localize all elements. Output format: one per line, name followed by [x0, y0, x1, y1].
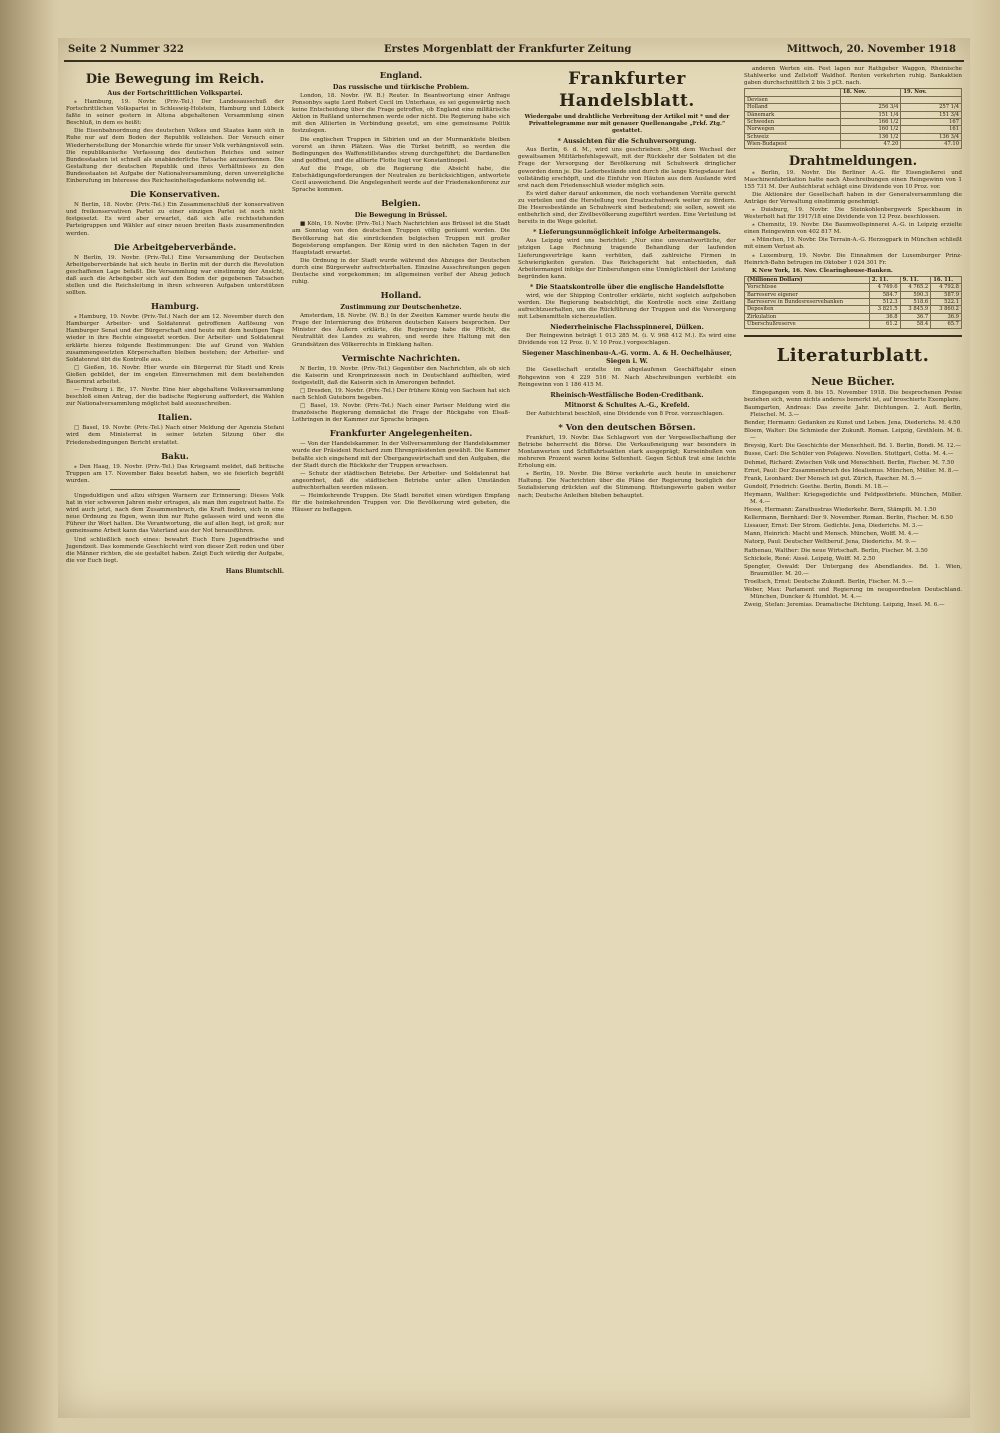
article-paragraph: wird, wie der Shipping Controller erklärte, nicht sogleich aufgehoben werden. Die Regierung beabsichtigt, die Kontrolle noch eine Zeitlang aufrechtzuerhalten, um die Rückführung der Truppen und die Versorgung mit Lebensmitteln sicherzustellen.	[518, 292, 736, 321]
subhead-lieferung: * Lieferungsunmöglichkeit infolge Arbeitermangels.	[533, 228, 721, 237]
article-paragraph: ⁎ München, 19. Novbr. Die Terrain-A.-G. Herzogpark in München schließt mit einem Verlust ab.	[744, 237, 962, 251]
clearing-header-cell: 9. 11.	[900, 276, 931, 283]
fx-cell: 47.20	[840, 141, 901, 148]
divider	[110, 489, 241, 490]
article-paragraph: ■ Köln, 19. Novbr. (Priv.-Tel.) Nach Nachrichten aus Brüssel ist die Stadt am Sonntag von den deutschen Truppen völlig geräumt worden. Die Bevölkerung hat die einrückenden belgischen Truppen mit großer Begeisterung empfangen. Der König wird in den nächsten Tagen in der Hauptstadt erwartet.	[292, 221, 510, 256]
headline-holland: Holland.	[380, 291, 422, 302]
book-entry: Rathenau, Walther: Die neue Wirtschaft. Berlin, Fischer. M. 3.50	[744, 547, 928, 554]
fx-row	[745, 111, 962, 118]
fx-cell: 151 1/4	[840, 111, 901, 118]
article-paragraph: — Freiburg i. Br., 17. Novbr. Eine hier abgehaltene Volksversammlung beschloß einen Antrag, der die badische Regierung auffordert, die Wahlen zur Nationalversammlung möglichst bald auszuschreiben.	[66, 387, 284, 408]
literature-intro: Eingegangen vom 8. bis 15. November 1918. Die besprochenen Preise beziehen sich, wenn nichts anderes bemerkt ist, auf broschierte Exemplare.	[744, 389, 962, 403]
book-entry: Troeltsch, Ernst: Deutsche Zukunft. Berlin, Fischer. M. 5.—	[744, 578, 913, 585]
subhead-italien: Italien.	[157, 413, 193, 424]
article-paragraph: ⁎ Hamburg, 19. Novbr. (Priv.-Tel.) Der Landesausschuß der Fortschrittlichen Volkspartei in Schleswig-Holstein, Hamburg und Lübeck faßte in seiner gestern in Altona abgehaltenen Versammlung einen Beschluß, in dem es heißt:	[66, 99, 284, 127]
article-paragraph: Die Eisenbahnordnung des deutschen Volkes und Staates kann sich in Ruhe nur auf dem Boden der Republik vollziehen. Der Versuch einer Wiederherstellung der Monarchie würde für unser Volk verhängnisvoll sein. Die republikanische Verfassung des deutschen Reiches und seiner Bundesstaaten ist schnell als unabänderliche Tatsache anzuerkennen. Die Gestaltung der deutschen Republik und ihres Verhältnisses zu den Bundesstaaten ist Aufgabe der Nationalversammlung, deren unverzügliche Einberufung im Interesse des Reichseinheitsgedankens notwendig ist.	[66, 128, 284, 185]
subhead-arbeitgeber: Die Arbeitgeberverbände.	[113, 242, 237, 253]
fx-cell: Schweiz	[745, 133, 841, 140]
article-paragraph: Die Aktionäre der Gesellschaft haben in der Generalversammlung die Anträge der Verwaltung einstimmig genehmigt.	[744, 191, 962, 205]
article-paragraph: ⁎ Berlin, 19. Novbr. Die Berliner A.-G. für Eisengießerei und Maschinenfabrikation hatte nach Abschreibungen einen Reingewinn von 1 155 731 M. Der Aufsichtsrat schlägt eine Dividende von 10 Proz. vor.	[744, 169, 962, 190]
clearing-cell: Depositen	[745, 306, 870, 313]
clearing-header-cell: 2. 11.	[869, 276, 900, 283]
fx-cell: Devisen	[745, 96, 841, 103]
book-entry: Frank, Leonhard: Der Mensch ist gut. Zürich, Rascher. M. 5.—	[744, 475, 922, 482]
book-entry: Mann, Heinrich: Macht und Mensch. München, Wolff. M. 4.—	[744, 531, 919, 538]
clearing-cell: 3 860.2	[931, 306, 962, 313]
book-entry: Ernst, Paul: Der Zusammenbruch des Idealismus. München, Müller. M. 8.—	[744, 467, 959, 474]
clearing-cell: 4 792.8	[931, 284, 962, 291]
headline-frankfurt: Frankfurter Angelegenheiten.	[329, 429, 473, 440]
clearing-cell: 3 845.9	[900, 306, 931, 313]
subhead-holland: Zustimmung zur Deutschenhetze.	[340, 303, 462, 312]
page-edge	[970, 0, 1000, 1433]
clearing-cell: 522.1	[931, 299, 962, 306]
clearing-row	[745, 313, 962, 320]
article-paragraph: ⁎ Hamburg, 19. Novbr. (Priv.-Tel.) Nach der am 12. November durch den Hamburger Arbeiter- und Soldatenrat getroffenen Auflösung von Hamburger Senat und der Bürgerschaft sind heute mit dem heutigen Tage wieder in ihre Rechte eingesetzt worden. Der Arbeiter- und Soldatenrat erklärte hierzu folgende Bestimmungen: Die auf Grund von Wahlen zusammengesetzten Körperschaften bleiben bestehen; der Arbeiter- und Soldatenrat übt die Kontrolle aus.	[66, 314, 284, 363]
article-paragraph: Amsterdam, 18. Novbr. (W. B.) In der Zweiten Kammer wurde heute die Frage der Internierung des früheren deutschen Kaisers besprochen. Der Minister des Äußern erklärte, die Regierung habe die Pflicht, die Neutralität des Landes zu wahren, und werde ihre Haltung mit den Grundsätzen des Völkerrechts in Einklang halten.	[292, 313, 510, 348]
article-paragraph: London, 18. Novbr. (W. B.) Reuter. In Beantwortung einer Anfrage Ponsonbys sagte Lord Robert Cecil im Unterhaus, es sei gegenwärtig noch keine Entscheidung über die Frage getroffen, ob England eine militärische Aktion in Rußland unternehmen werde oder nicht. Die Regierung habe sich mit den Alliierten in Verbindung gesetzt, um eine gemeinsame Politik festzulegen.	[292, 93, 510, 135]
fx-row	[745, 104, 962, 111]
clearing-row	[745, 284, 962, 291]
article-paragraph: Der Reingewinn beträgt 1 013 285 M. (i. V. 968 412 M.). Es wird eine Dividende von 12 Proz. (i. V. 10 Proz.) vorgeschlagen.	[518, 333, 736, 347]
article-paragraph: ⁎ Berlin, 19. Novbr. Die Börse verkehrte auch heute in unsicherer Haltung. Die Nachrichten über die Pläne der Regierung bezüglich der Sozialisierung drückten auf die Stimmung. Rüstungswerte gaben weiter nach; Deutsche Anleihen blieben behauptet.	[518, 471, 736, 499]
book-entry: Gundolf, Friedrich: Goethe. Berlin, Bondi. M. 18.—	[744, 483, 889, 490]
fx-cell: 166 1/2	[840, 118, 901, 125]
subhead-england: Das russische und türkische Problem.	[332, 83, 470, 91]
clearing-cell: 36.8	[869, 313, 900, 320]
clearing-cell: 590.3	[900, 291, 931, 298]
fx-cell: Schweden	[745, 118, 841, 125]
headline-belgien: Belgien.	[381, 199, 421, 210]
subhead-bodencredit: Rheinisch-Westfälische Boden-Creditbank.	[550, 390, 704, 399]
fx-row	[745, 96, 962, 103]
book-entry: Busse, Carl: Die Schüler von Polajewo. Novellen. Stuttgart, Cotta. M. 4.—	[744, 451, 954, 458]
article-paragraph: Aus Berlin, 6. d. M., wird uns geschrieben: „Mit dem Wechsel der gewaltsamen Militärbefehlsgewalt, mit der Rückkehr der Soldaten ist die Frage der Versorgung der Bevölkerung mit Schuhwerk dringlicher geworden denn je. Die Lederbestände sind durch die lange Kriegsdauer fast vollständig erschöpft, und die Einfuhr von Häuten aus dem Auslande wird erst nach dem Friedensschluß wieder möglich sein.	[518, 147, 736, 189]
article-paragraph: □ Basel, 19. Novbr. (Priv.-Tel.) Nach einer Meldung der Agenzia Stefani wird dem Ministerrat in seiner letzten Sitzung über die Friedensbedingungen Bericht erstattet.	[66, 425, 284, 446]
article-paragraph: N Berlin, 19. Novbr. (Priv.-Tel.) Gegenüber den Nachrichten, als ob sich die Kaiserin und Kronprinzessin noch in Deutschland aufhielten, wird festgestellt, daß die Kaiserin sich in Amerongen befindet.	[292, 365, 510, 386]
fx-row	[745, 126, 962, 133]
book-entry: Spengler, Oswald: Der Untergang des Abendlandes. Bd. 1. Wien, Braumüller. M. 20.—	[744, 563, 962, 577]
column-markets-literature	[744, 66, 962, 1411]
fx-header-cell	[745, 89, 841, 96]
headline-vermischte: Vermischte Nachrichten.	[341, 353, 461, 364]
fx-cell: 151 3/4	[901, 111, 962, 118]
clearing-cell: 4 749.6	[869, 284, 900, 291]
clearing-cell: 36.7	[900, 313, 931, 320]
clearing-cell: Barreserve eigener	[745, 291, 870, 298]
book-gutter	[0, 0, 58, 1433]
fx-cell: 136 3/4	[901, 133, 962, 140]
article-paragraph: Ungeduldigen und allzu eifrigen Warnern zur Erinnerung: Dieses Volk hat in vier schweren Jahren mehr ertragen, als man ihm zugetraut hatte. Es wird auch jetzt, nach dem Zusammenbruch, die Kraft finden, sich in eine neue Ordnung zu fügen, wenn ihm nur Ruhe gelassen wird und wenn die Führer ihr Wort halten. Die Verantwortung, die auf allen liegt, ist groß; nur gemeinsame Arbeit kann das Vaterland aus der Not herausführen.	[66, 492, 284, 535]
subhead-belgien: Die Bewegung in Brüssel.	[354, 211, 448, 220]
book-entry: Bender, Hermann: Gedanken zu Kunst und Leben. Jena, Diederichs. M. 4.50	[744, 420, 961, 427]
clearing-cell: 3 821.5	[869, 306, 900, 313]
clearing-cell: Barreserve in Bundesreservebanken	[745, 299, 870, 306]
article-paragraph: Aus Leipzig wird uns berichtet: „Nur eine unverantwortliche, der jetzigen Lage Rechnung tragende Behandlung der laufenden Lieferungsverträge kann verhüten, daß zahlreiche Firmen in Schwierigkeiten geraten. Das Reichsgericht hat entschieden, daß Arbeitermangel infolge der Einberufungen eine Unmöglichkeit der Leistung begründen kann.	[518, 238, 736, 280]
article-paragraph: ⁎ Luxemburg, 19. Novbr. Die Einnahmen der Luxemburger Prinz-Heinrich-Bahn betrugen im Oktober 1 024 301 Fr.	[744, 252, 962, 266]
column-foreign	[292, 66, 510, 1411]
clearing-cell: Zirkulation	[745, 313, 870, 320]
subhead-konservative: Die Konservativen.	[130, 190, 220, 201]
clearing-cell: 4 765.2	[900, 284, 931, 291]
clearing-row	[745, 321, 962, 328]
clearing-cell: 58.4	[900, 321, 931, 328]
masthead-title: Erstes Morgenblatt der Frankfurter Zeitung	[384, 44, 632, 55]
headline-reich: Die Bewegung im Reich.	[85, 72, 265, 87]
page-header	[64, 42, 964, 62]
headline-england: England.	[379, 71, 423, 81]
subhead-flachs: Niederrheinische Flachsspinnerei, Dülken.	[550, 323, 704, 332]
page-number: Seite 2 Nummer 322	[68, 44, 184, 55]
article-paragraph: — Heimkehrende Truppen. Die Stadt bereitet einen würdigen Empfang für die heimkehrenden Truppen vor. Die Bevölkerung wird gebeten, die Häuser zu beflaggen.	[292, 493, 510, 514]
headline-handelsblatt: Frankfurter Handelsblatt.	[559, 69, 695, 111]
subhead-handelsflotte: * Die Staatskontrolle über die englische Handelsflotte	[530, 282, 724, 291]
fx-cell: 167	[901, 118, 962, 125]
fx-cell	[840, 96, 901, 103]
article-paragraph: ⁎ Chemnitz, 19. Novbr. Die Baumwollspinnerei A.-G. in Leipzig erzielte einen Reingewinn von 402 817 M.	[744, 222, 962, 236]
clearing-cell: Vorschüsse	[745, 284, 870, 291]
fx-row	[745, 133, 962, 140]
article-paragraph: N Berlin, 18. Novbr. (Priv.-Tel.) Ein Zusammenschluß der konservativen und freikonservativen Partei zu einer einzigen Partei ist noch nicht festgesetzt. Es wird aber erwartet, daß sich alle rechtsstehenden Parteigruppen und Wähler auf einer neuen breiten Basis zusammenfinden werden.	[66, 202, 284, 237]
article-paragraph: □ Basel, 19. Novbr. (Priv.-Tel.) Nach einer Pariser Meldung wird die französische Regierung demnächst die Frage der Rückgabe von Elsaß-Lothringen in der Kammer zur Sprache bringen.	[292, 403, 510, 424]
clearing-header-cell: 16. 11.	[931, 276, 962, 283]
fx-cell: 257 1/4	[901, 104, 962, 111]
subhead-fvp: Aus der Fortschrittlichen Volkspartei.	[107, 89, 243, 97]
book-entry: Lissauer, Ernst: Der Strom. Gedichte. Jena, Diederichs. M. 3.—	[744, 523, 923, 530]
article-paragraph: N Berlin, 19. Novbr. (Priv.-Tel.) Eine Versammlung der Deutschen Arbeitgeberverbände hat sich heute in Berlin mit der durch die Revolution geschaffenen Lage befaßt. Die Versammlung war einstimmig der Ansicht, daß auch die Arbeitgeber sich auf den Boden der gegebenen Tatsachen stellen und die Reichsleitung in ihren schweren Aufgaben unterstützen sollten.	[66, 254, 284, 297]
fx-cell: Holland	[745, 104, 841, 111]
article-paragraph: Der Aufsichtsrat beschloß, eine Dividende von 8 Proz. vorzuschlagen.	[526, 410, 724, 417]
book-entry: Kellermann, Bernhard: Der 9. November. Roman. Berlin, Fischer. M. 6.50	[744, 515, 953, 522]
fx-cell: 136 1/2	[840, 133, 901, 140]
clearing-cell: 518.6	[900, 299, 931, 306]
article-paragraph: Die englischen Truppen in Sibirien und an der Murmanküste bleiben vorerst an ihren Plätzen. Was die Türkei betrifft, so werden die Bedingungen des Waffenstillstandes streng durchgeführt; die Dardanellen sind geöffnet, und die alliierte Flotte liegt vor Konstantinopel.	[292, 136, 510, 164]
book-entry: Schickele, René: Aissé. Leipzig, Wolff. M. 2.50	[744, 555, 876, 562]
book-entry: Heymann, Walther: Kriegsgedichte und Feldpostbriefe. München, Müller. M. 4.—	[744, 491, 962, 505]
headline-drahtmeldungen: Drahtmeldungen.	[788, 153, 918, 169]
issue-date: Mittwoch, 20. November 1918	[786, 44, 956, 55]
article-paragraph: Die Gesellschaft erzielte im abgelaufenen Geschäftsjahr einen Rohgewinn von 4 229 516 M. Nach Abschreibungen verbleibt ein Reingewinn von 1 186 415 M.	[518, 367, 736, 388]
article-paragraph: — Schutz der städtischen Betriebe. Der Arbeiter- und Soldatenrat hat angeordnet, daß die städtischen Betriebe unter allen Umständen aufrechterhalten werden müssen.	[292, 470, 510, 491]
clearing-row	[745, 306, 962, 313]
fx-cell: 160 1/2	[840, 126, 901, 133]
subhead-schuh: * Aussichten für die Schuhversorgung.	[557, 137, 697, 146]
reprint-note: Wiedergabe und drahtliche Verbreitung der Artikel mit * und der Privattelegramme nur mit genauer Quellenangabe „Frkf. Ztg.“ gestattet.	[524, 114, 730, 135]
article-paragraph: anderen Werten ein. Fest lagen nur Rathgeber Waggon, Rheinische Stahlwerke und Zellstoff Waldhof. Renten verkehrten ruhig. Bankaktien gaben durchschnittlich 2 bis 3 pCt. nach.	[744, 66, 962, 87]
article-paragraph: Die Ordnung in der Stadt wurde während des Abzuges der Deutschen durch eine Bürgerwehr aufrechterhalten. Einzelne Ausschreitungen gegen Deutsche sind vorgekommen; im allgemeinen verlief der Abzug jedoch ruhig.	[292, 257, 510, 286]
author-signature: Hans Blumtschli.	[225, 567, 284, 575]
article-paragraph: ⁎ Den Haag, 19. Novbr. (Priv.-Tel.) Das Kriegsamt meldet, daß britische Truppen am 17. November Baku besetzt haben, wo sie feierlich begrüßt wurden.	[66, 463, 284, 484]
subhead-baku: Baku.	[161, 451, 189, 462]
clearing-cell: 584.7	[869, 291, 900, 298]
book-entry: Hesse, Hermann: Zarathustras Wiederkehr. Bern, Stämpfli. M. 1.50	[744, 507, 937, 514]
article-paragraph: □ Gießen, 16. Novbr. Hier wurde ein Bürgerrat für Stadt und Kreis Gießen gebildet, der im engsten Einvernehmen mit dem bestehenden Bauernrat arbeitet.	[66, 364, 284, 385]
clearing-cell: Überschußreserve	[745, 321, 870, 328]
book-entry: Baumgarten, Andreas: Das zweite Jahr. Dichtungen. 2. Aufl. Berlin, Fleischel. M. 3.—	[744, 404, 962, 418]
book-entry: Zweig, Stefan: Jeremias. Dramatische Dichtung. Leipzig, Insel. M. 6.—	[744, 602, 945, 609]
clearinghouse-table	[744, 276, 962, 329]
book-entry: Natorp, Paul: Deutscher Weltberuf. Jena, Diederichs. M. 9.—	[744, 539, 917, 546]
clearing-row	[745, 291, 962, 298]
book-entry: Bloem, Walter: Die Schmiede der Zukunft. Roman. Leipzig, Grethlein. M. 6.—	[744, 428, 962, 442]
fx-cell: Wien-Budapest	[745, 141, 841, 148]
article-paragraph: Und schließlich noch eines: bewahrt Euch Eure Jugendfrische und Jugendzeit. Das kommende Geschlecht wird von dieser Zeit reden und über die Männer richten, die sie gestaltet haben. Zeigt Euch würdig der Aufgabe, die vor Euch liegt.	[66, 536, 284, 564]
book-list	[744, 405, 962, 609]
subhead-hamburg: Hamburg.	[150, 302, 200, 313]
article-paragraph: Es wird daher darauf ankommen, die noch vorhandenen Vorräte gerecht zu verteilen und die Herstellung von Ersatzschuhwerk weiter zu fördern. Die Heeresbestände an Schuhwerk sind bedeutend; sie sollen, soweit sie entbehrlich sind, der Zivilbevölkerung zugeführt werden. Eine Verteilung ist bereits in die Wege geleitet.	[518, 190, 736, 226]
article-paragraph: — Von der Handelskammer. In der Vollversammlung der Handelskammer wurde der Präsident Reichard zum Ehrenpräsidenten gewählt. Die Kammer befaßte sich eingehend mit der Übergangswirtschaft und den Aufgaben, die der Stadt durch die Rückkehr der Truppen erwachsen.	[292, 441, 510, 469]
clearing-header-cell: (Millionen Dollars)	[745, 276, 870, 283]
fx-cell: 161	[901, 126, 962, 133]
book-entry: Weber, Max: Parlament und Regierung im neugeordneten Deutschland. München, Duncker & Humblot. M. 4.—	[744, 587, 962, 601]
article-paragraph: ⁎ Duisburg, 19. Novbr. Die Steinkohlenbergwerk Speckbaum in Westerholt hat für 1917/18 eine Dividende von 12 Proz. beschlossen.	[744, 207, 962, 221]
fx-cell: 47.10	[901, 141, 962, 148]
clearing-row	[745, 299, 962, 306]
fx-cell	[901, 96, 962, 103]
headline-literaturblatt: Literaturblatt.	[776, 344, 930, 366]
fx-header-cell: 19. Nov.	[901, 89, 962, 96]
clearing-cell: 512.3	[869, 299, 900, 306]
book-entry: Breysig, Kurt: Die Geschichte der Menschheit. Bd. 1. Berlin, Bondi. M. 12.—	[744, 443, 961, 450]
article-paragraph: □ Dresden, 19. Novbr. (Priv.-Tel.) Der frühere König von Sachsen hat sich nach Schloß Guteborn begeben.	[292, 387, 510, 401]
clearing-cell: 36.9	[931, 313, 962, 320]
fx-cell: 256 3/4	[840, 104, 901, 111]
article-paragraph: K New York, 16. Nov. Clearinghouse-Banken.	[752, 267, 893, 274]
headline-neue-buecher: Neue Bücher.	[811, 374, 895, 388]
clearing-cell: 65.7	[931, 321, 962, 328]
fx-cell: Dänemark	[745, 111, 841, 118]
fx-header-cell: 18. Nov.	[840, 89, 901, 96]
fx-row	[745, 118, 962, 125]
subhead-mitnorst: Mitnorst & Schultes A.-G., Krefeld.	[564, 400, 690, 409]
subhead-boersen: * Von den deutschen Börsen.	[558, 422, 696, 433]
fx-row	[745, 141, 962, 148]
fx-cell: Norwegen	[745, 126, 841, 133]
clearing-cell: 587.9	[931, 291, 962, 298]
article-paragraph: Auf die Frage, ob die Regierung die Absicht habe, die Entschädigungsforderungen der Neutralen zu berücksichtigen, antwortete Cecil ausweichend. Die Angelegenheit werde auf der Friedenskonferenz zur Sprache kommen.	[292, 165, 510, 194]
column-politics	[66, 66, 284, 1411]
exchange-rate-table	[744, 88, 962, 148]
clearing-cell: 61.2	[869, 321, 900, 328]
column-handelsblatt	[518, 66, 736, 1411]
article-paragraph: Frankfurt, 19. Novbr. Das Schlagwort von der Vergesellschaftung der Betriebe beherrscht die Börse. Die Verkaufsneigung war besonders in Montanwerten und Schiffahrtsaktien stark ausgeprägt; Kurseinbußen von mehreren Prozent waren keine Seltenheit. Gegen Schluß trat eine leichte Erholung ein.	[518, 434, 736, 470]
book-entry: Dehmel, Richard: Zwischen Volk und Menschheit. Berlin, Fischer. M. 7.50	[744, 459, 955, 466]
divider	[744, 335, 962, 337]
subhead-siegener: Siegener Maschinenbau-A.-G. vorm. A. & H. Oechelhäuser, Siegen i. W.	[522, 349, 732, 366]
